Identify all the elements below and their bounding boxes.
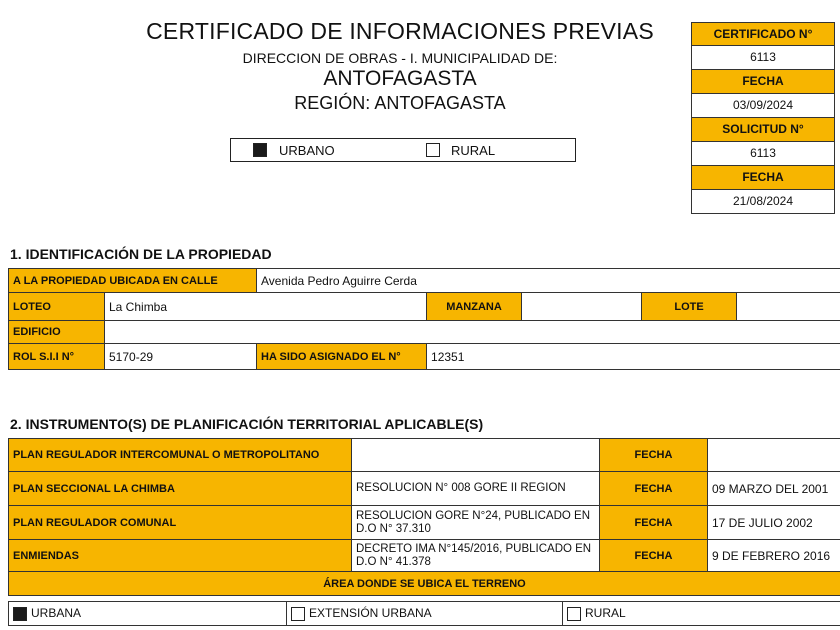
area-extension-cell <box>287 602 563 626</box>
area-urbana-cell <box>9 602 287 626</box>
fecha-label: FECHA <box>600 540 708 572</box>
instrument-label: PLAN SECCIONAL LA CHIMBA <box>9 472 352 506</box>
fecha-solicitud-value: 21/08/2024 <box>691 190 835 214</box>
fecha-value[interactable]: 09 MARZO DEL 2001 <box>708 472 840 506</box>
fecha-label: FECHA <box>600 472 708 506</box>
lote-value[interactable] <box>737 293 840 321</box>
urbano-checkbox[interactable] <box>253 143 267 157</box>
lote-label: LOTE <box>642 293 737 321</box>
document-title: CERTIFICADO DE INFORMACIONES PREVIAS <box>146 18 654 44</box>
property-identification-table <box>8 268 840 370</box>
urbano-label: URBANO <box>279 143 335 158</box>
solicitud-value: 6113 <box>691 142 835 166</box>
instrument-label: PLAN REGULADOR INTERCOMUNAL O METROPOLITANO <box>9 439 352 472</box>
area-extension-checkbox[interactable] <box>291 607 305 621</box>
asignado-label: HA SIDO ASIGNADO EL N° <box>257 344 427 370</box>
fecha-solicitud-label: FECHA <box>691 166 835 190</box>
region-name: REGIÓN: ANTOFAGASTA <box>294 93 506 113</box>
asignado-value[interactable]: 12351 <box>427 344 840 370</box>
fecha-value[interactable] <box>708 439 840 472</box>
certificate-info-box <box>691 22 835 214</box>
fecha-certificado-value: 03/09/2024 <box>691 94 835 118</box>
instrument-value[interactable]: DECRETO IMA N°145/2016, PUBLICADO EN D.O N° 41.378 <box>352 540 600 572</box>
instrument-row <box>9 540 840 572</box>
area-rural-cell <box>563 602 840 626</box>
rol-value[interactable]: 5170-29 <box>105 344 257 370</box>
calle-value[interactable]: Avenida Pedro Aguirre Cerda <box>257 269 840 293</box>
section1-heading: 1. IDENTIFICACIÓN DE LA PROPIEDAD <box>10 246 272 262</box>
instrument-value[interactable] <box>352 439 600 472</box>
area-heading: ÁREA DONDE SE UBICA EL TERRENO <box>9 572 840 596</box>
fecha-label: FECHA <box>600 506 708 540</box>
fecha-value[interactable]: 17 DE JULIO 2002 <box>708 506 840 540</box>
area-extension-label: EXTENSIÓN URBANA <box>309 606 432 621</box>
fecha-value[interactable]: 9 DE FEBRERO 2016 <box>708 540 840 572</box>
planning-instruments-table <box>8 438 840 596</box>
rural-checkbox[interactable] <box>426 143 440 157</box>
manzana-label: MANZANA <box>427 293 522 321</box>
rol-label: ROL S.I.I N° <box>9 344 105 370</box>
instrument-value[interactable]: RESOLUCION GORE N°24, PUBLICADO EN D.O N° 37.310 <box>352 506 600 540</box>
edificio-value[interactable] <box>105 321 840 344</box>
manzana-value[interactable] <box>522 293 642 321</box>
rural-label: RURAL <box>451 143 496 158</box>
section2-heading: 2. INSTRUMENTO(S) DE PLANIFICACIÓN TERRITORIAL APLICABLE(S) <box>10 416 484 432</box>
certificado-label: CERTIFICADO N° <box>691 22 835 46</box>
zone-type-box <box>230 138 576 162</box>
fecha-label: FECHA <box>600 439 708 472</box>
calle-label: A LA PROPIEDAD UBICADA EN CALLE <box>9 269 257 293</box>
fecha-certificado-label: FECHA <box>691 70 835 94</box>
area-rural-checkbox[interactable] <box>567 607 581 621</box>
area-urbana-label: URBANA <box>31 606 82 621</box>
instrument-row <box>9 439 840 472</box>
solicitud-label: SOLICITUD N° <box>691 118 835 142</box>
area-rural-label: RURAL <box>585 606 626 621</box>
edificio-label: EDIFICIO <box>9 321 105 344</box>
loteo-label: LOTEO <box>9 293 105 321</box>
instrument-value[interactable]: RESOLUCION N° 008 GORE II REGION <box>352 472 600 506</box>
document-subtitle: DIRECCION DE OBRAS - I. MUNICIPALIDAD DE: <box>242 50 558 66</box>
instrument-label: ENMIENDAS <box>9 540 352 572</box>
municipality-name: ANTOFAGASTA <box>323 67 477 90</box>
area-urbana-checkbox[interactable] <box>13 607 27 621</box>
instrument-row <box>9 472 840 506</box>
certificado-value: 6113 <box>691 46 835 70</box>
instrument-row <box>9 506 840 540</box>
loteo-value[interactable]: La Chimba <box>105 293 427 321</box>
area-table <box>8 601 840 626</box>
instrument-label: PLAN REGULADOR COMUNAL <box>9 506 352 540</box>
